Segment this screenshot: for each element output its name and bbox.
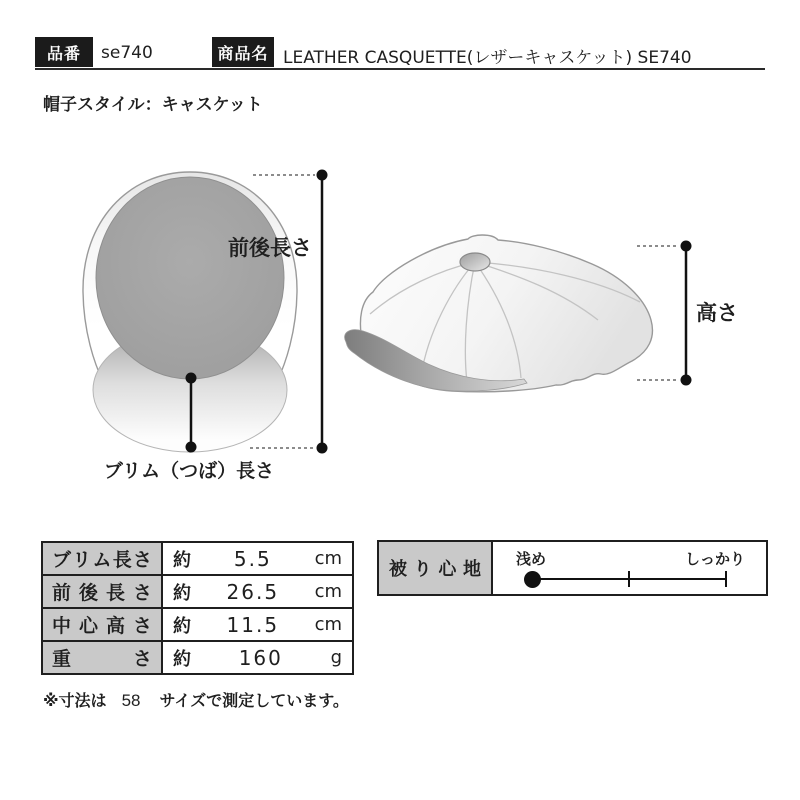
fit-right-label: しっかり — [684, 550, 745, 568]
product-name-tag: 商品名 — [212, 37, 274, 67]
fit-scale-mid-tick — [628, 571, 630, 587]
fit-indicator-dot — [524, 571, 541, 588]
fit-scale-end-tick — [725, 571, 727, 587]
hat-top-crown — [96, 177, 284, 379]
measure-dot — [186, 373, 197, 384]
brim-length-label: ブリム（つば）長さ — [103, 460, 275, 482]
hat-style-line: 帽子スタイル：キャスケット — [43, 95, 263, 115]
spec-row-unit: cm — [314, 548, 342, 569]
measure-dot — [681, 241, 692, 252]
spec-row-value: 11.5 — [226, 612, 280, 637]
spec-row-value: 26.5 — [226, 579, 280, 604]
spec-row-unit: g — [330, 647, 342, 668]
header-divider — [35, 68, 765, 70]
table-row — [42, 608, 353, 641]
measure-dot — [681, 375, 692, 386]
spec-row-label: 中 心 高 さ — [52, 615, 152, 637]
front-back-length-label: 前後長さ — [228, 236, 312, 260]
table-row — [42, 575, 353, 608]
fit-scale — [493, 542, 766, 594]
spec-row-unit: cm — [314, 581, 342, 602]
measure-dot — [317, 170, 328, 181]
fit-box — [377, 540, 768, 596]
product-name-value: LEATHER CASQUETTE(レザーキャスケット) SE740 — [283, 48, 692, 68]
height-label: 高さ — [696, 301, 738, 325]
measure-dot — [186, 442, 197, 453]
table-row — [42, 542, 353, 575]
measure-dot — [317, 443, 328, 454]
spec-row-value: 5.5 — [233, 546, 272, 571]
hat-button — [460, 253, 490, 271]
fit-label: 被 り 心 地 — [389, 559, 481, 580]
footnote-suffix: サイズで測定しています。 — [159, 691, 349, 710]
hat-side-view — [345, 235, 738, 392]
spec-row-label: 重 さ — [52, 648, 152, 670]
spec-row-label: ブ リ ム 長 さ — [52, 549, 152, 571]
footnote — [43, 688, 349, 711]
part-number-tag: 品番 — [35, 37, 93, 67]
spec-row-label: 前 後 長 さ — [52, 582, 152, 604]
approx-prefix: 約 — [173, 648, 191, 670]
hat-top-view — [83, 170, 328, 483]
spec-table — [41, 541, 354, 675]
fit-left-label: 浅め — [516, 550, 547, 568]
approx-prefix: 約 — [173, 549, 191, 571]
spec-row-unit: cm — [314, 614, 342, 635]
footnote-prefix: ※寸法は — [43, 691, 107, 710]
approx-prefix: 約 — [173, 615, 191, 637]
spec-row-value: 160 — [238, 645, 283, 670]
footnote-size-value: 58 — [121, 691, 141, 710]
table-row — [42, 641, 353, 674]
approx-prefix: 約 — [173, 582, 191, 604]
fit-label-cell — [379, 542, 493, 594]
part-number-value: se740 — [101, 43, 153, 63]
